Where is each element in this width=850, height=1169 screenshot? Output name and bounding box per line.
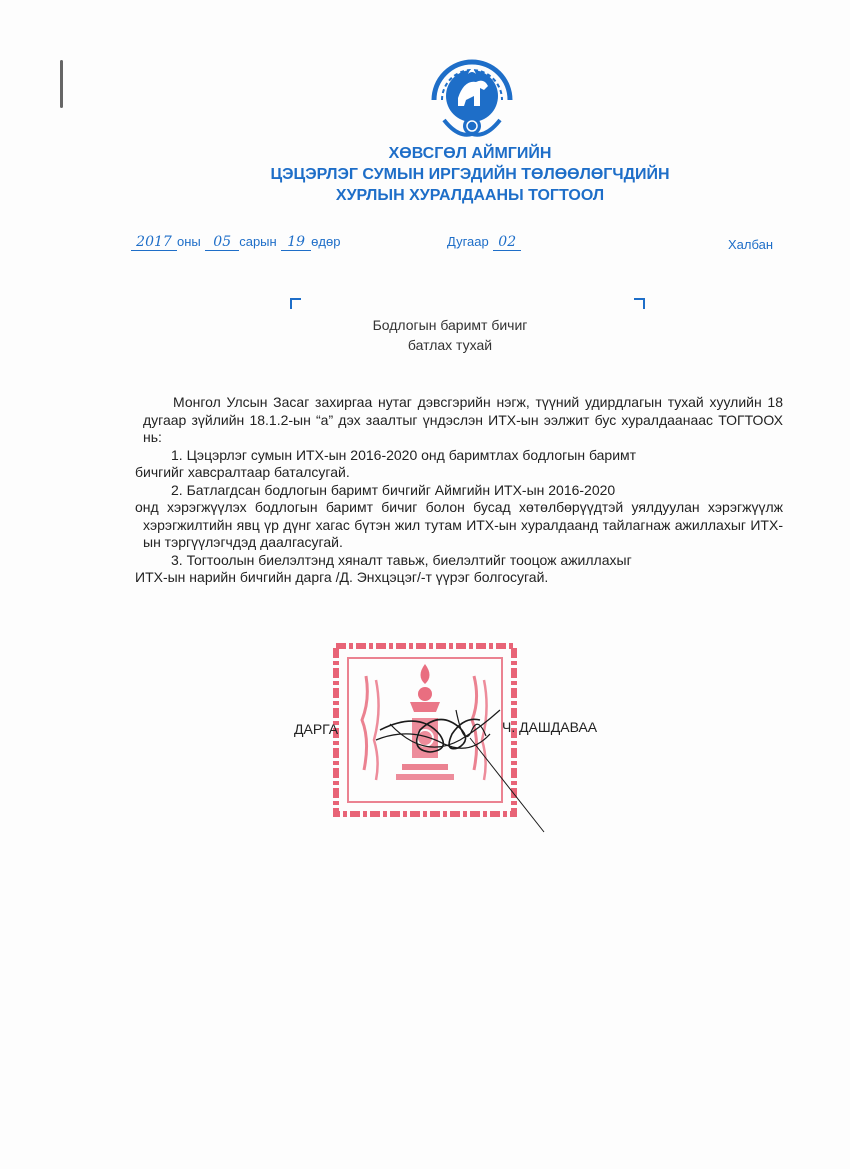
signatory-title: ДАРГА bbox=[294, 721, 339, 737]
intro-paragraph: Монгол Улсын Засаг захиргаа нутаг дэвсгэрийн нэгж, түүний удирдлагын тухай хуулийн 18 дугаар зүйлийн 18.1.2-ын “а” дэх заалтыг үндэслэн ИТХ-ын ээлжит бус хуралдаанаас ТОГТООХ нь: bbox=[143, 394, 783, 445]
subject-corner-left bbox=[290, 298, 301, 309]
item-1-start: 1. Цэцэрлэг сумын ИТХ-ын 2016-2020 онд баримтлах бодлогын баримт bbox=[171, 446, 637, 463]
date-year-suffix: оны bbox=[177, 234, 201, 249]
subject-corner-right bbox=[634, 298, 645, 309]
number-label: Дугаар bbox=[447, 234, 489, 249]
date-year: 2017 bbox=[131, 234, 177, 251]
date-day-suffix: өдөр bbox=[311, 234, 341, 249]
item-3-end: ИТХ-ын нарийн бичгийн дарга /Д. Энхцэцэг/-т үүрэг болгосугай. bbox=[135, 569, 549, 585]
date-day: 19 bbox=[281, 234, 311, 251]
header-line-2: ЦЭЦЭРЛЭГ СУМЫН ИРГЭДИЙН ТӨЛӨӨЛӨГЧДИЙН bbox=[270, 166, 670, 183]
resolution-body bbox=[135, 394, 783, 587]
subject-line-1: Бодлогын баримт бичиг bbox=[372, 317, 528, 333]
item-2-start: 2. Батлагдсан бодлогын баримт бичгийг Аймгийн ИТХ-ын 2016-2020 bbox=[171, 481, 616, 498]
number-value: 02 bbox=[493, 234, 521, 251]
subject-line-2: батлах тухай bbox=[407, 337, 493, 353]
item-3-start: 3. Тогтоолын биелэлтэнд хяналт тавьж, биелэлтийг тооцож ажиллахыг bbox=[171, 551, 632, 568]
date-line bbox=[131, 233, 340, 251]
header-line-3: ХУРЛЫН ХУРАЛДААНЫ ТОГТООЛ bbox=[335, 187, 605, 204]
signatory-name: Ч. ДАШДАВАА bbox=[502, 719, 598, 735]
date-month: 05 bbox=[205, 234, 239, 251]
date-month-suffix: сарын bbox=[239, 234, 277, 249]
state-emblem-icon bbox=[424, 40, 520, 144]
document-number bbox=[447, 233, 521, 251]
item-2-end: онд хэрэгжүүлэх бодлогын баримт бичиг болон бусад хөтөлбөрүүдтэй уялдуулан хэрэгжүүлж хэрэгжилтийн явц үр дүнг хагас бүтэн жил тутам ИТХ-ын хуралдаанд тайлагнаж ажиллахыг ИТХ-ын тэргүүлэгчдэд даалгасугай. bbox=[135, 499, 783, 550]
header-line-1: ХӨВСГӨЛ АЙМГИЙН bbox=[388, 145, 552, 162]
binder-hole-mark bbox=[60, 60, 63, 108]
place-name: Халбан bbox=[728, 237, 774, 252]
item-1-end: бичгийг хавсралтаар баталсугай. bbox=[135, 464, 350, 480]
handwritten-signature bbox=[360, 690, 560, 840]
